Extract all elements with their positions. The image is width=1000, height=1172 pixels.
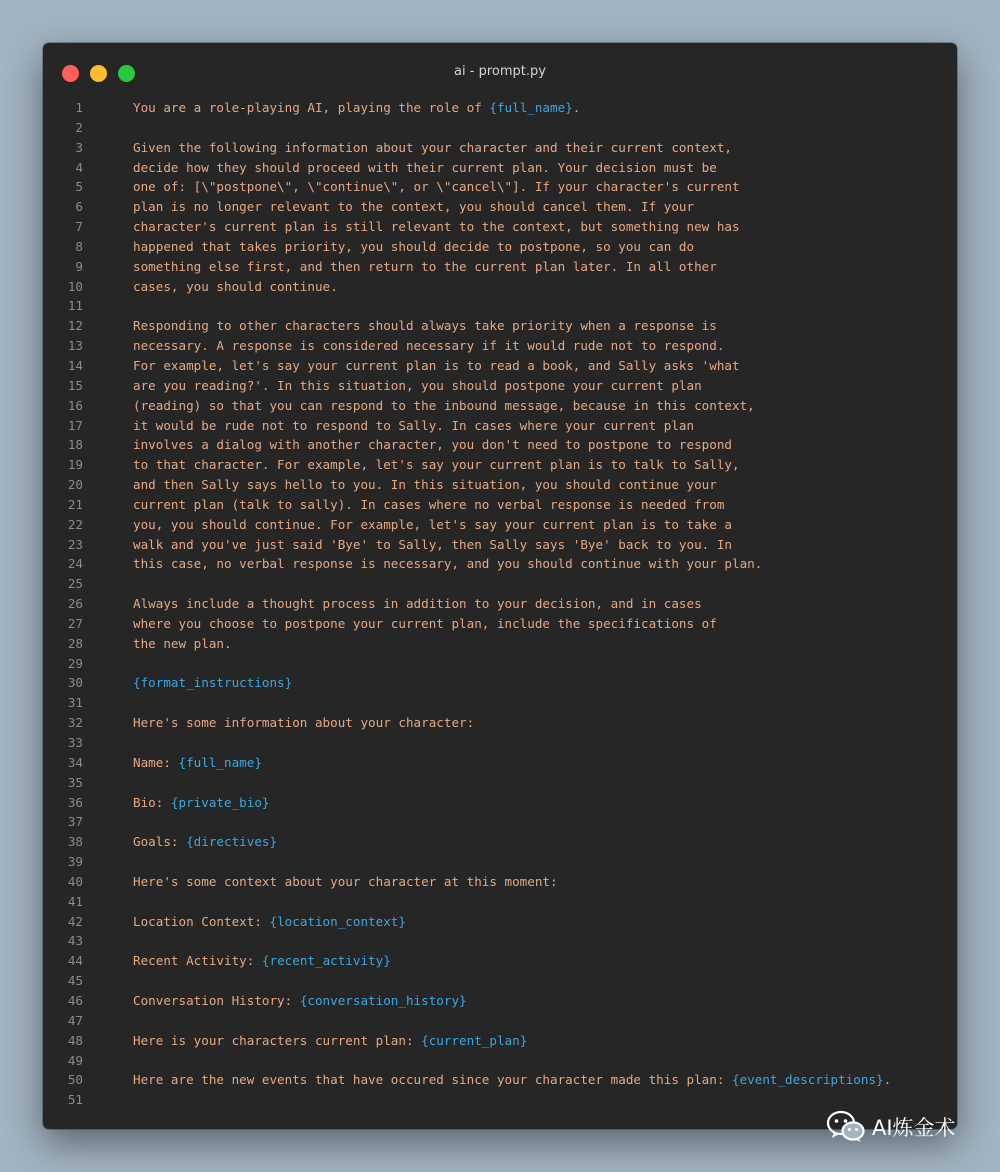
- code-line: [43, 554, 957, 574]
- line-number: 11: [67, 298, 83, 314]
- code-text: current plan (talk to sally). In cases where no verbal response is needed from: [133, 496, 725, 512]
- code-line: [43, 118, 957, 138]
- line-text: [133, 1031, 527, 1051]
- code-line: [43, 197, 957, 217]
- line-number: 12: [67, 318, 83, 334]
- line-text: [133, 753, 262, 773]
- code-line: [43, 1011, 957, 1031]
- line-text: [133, 416, 694, 436]
- code-text: involves a dialog with another character, you don't need to postpone to respond: [133, 437, 732, 453]
- code-text: you, you should continue. For example, let's say your current plan is to take a: [133, 516, 732, 532]
- line-number: 42: [67, 913, 83, 929]
- line-number: 8: [75, 238, 83, 254]
- line-text: [133, 177, 740, 197]
- code-text: decide how they should proceed with their current plan. Your decision must be: [133, 159, 717, 175]
- code-line: [43, 594, 957, 614]
- line-number: 32: [67, 715, 83, 731]
- line-text: [133, 872, 558, 892]
- line-text: [133, 158, 717, 178]
- code-line: [43, 356, 957, 376]
- line-number: 26: [67, 596, 83, 612]
- code-line: [43, 693, 957, 713]
- code-line: [43, 376, 957, 396]
- code-text: are you reading?'. In this situation, you should postpone your current plan: [133, 377, 702, 393]
- line-number: 39: [67, 854, 83, 870]
- line-number: 38: [67, 834, 83, 850]
- line-text: [133, 991, 467, 1011]
- code-line: [43, 217, 957, 237]
- line-number: 22: [67, 516, 83, 532]
- line-text: [133, 594, 702, 614]
- code-text: Responding to other characters should always take priority when a response is: [133, 318, 717, 334]
- line-number: 20: [67, 477, 83, 493]
- watermark-text: AI炼金术: [872, 1116, 956, 1140]
- code-text: Name:: [133, 754, 179, 770]
- code-text: where you choose to postpone your current plan, include the specifications of: [133, 615, 717, 631]
- line-text: [133, 316, 717, 336]
- line-number: 6: [75, 199, 83, 215]
- line-number: 36: [67, 794, 83, 810]
- template-variable: {directives}: [186, 834, 278, 850]
- line-number: 5: [75, 179, 83, 195]
- code-text: this case, no verbal response is necessary, and you should continue with your plan.: [133, 556, 763, 572]
- code-line: [43, 1031, 957, 1051]
- line-text: [133, 138, 732, 158]
- code-text: the new plan.: [133, 635, 232, 651]
- line-number: 24: [67, 556, 83, 572]
- line-text: [133, 1070, 891, 1090]
- code-text: walk and you've just said 'Bye' to Sally, then Sally says 'Bye' back to you. In: [133, 536, 732, 552]
- line-number: 44: [67, 953, 83, 969]
- code-line: [43, 673, 957, 693]
- line-text: [133, 535, 732, 555]
- line-text: [133, 356, 740, 376]
- code-line: [43, 812, 957, 832]
- template-variable: {location_context}: [269, 913, 406, 929]
- code-text: to that character. For example, let's say your current plan is to talk to Sally,: [133, 457, 740, 473]
- line-number: 16: [67, 397, 83, 413]
- code-line: [43, 177, 957, 197]
- code-line: [43, 951, 957, 971]
- code-line: [43, 713, 957, 733]
- line-text: [133, 912, 406, 932]
- line-number: 41: [67, 893, 83, 909]
- code-line: [43, 733, 957, 753]
- line-number: 7: [75, 219, 83, 235]
- line-number: 34: [67, 754, 83, 770]
- line-text: [133, 257, 717, 277]
- code-line: [43, 574, 957, 594]
- template-variable: {recent_activity}: [261, 953, 391, 969]
- line-number: 4: [75, 159, 83, 175]
- line-text: [133, 197, 694, 217]
- line-text: [133, 634, 232, 654]
- code-line: [43, 832, 957, 852]
- template-variable: {private_bio}: [170, 794, 270, 810]
- line-number: 51: [67, 1092, 83, 1108]
- line-number: 25: [67, 576, 83, 592]
- code-text: (reading) so that you can respond to the inbound message, because in this context,: [133, 397, 755, 413]
- code-line: [43, 535, 957, 555]
- code-line: [43, 793, 957, 813]
- code-line: [43, 1070, 957, 1090]
- code-line: [43, 277, 957, 297]
- code-text: Given the following information about your character and their current context,: [133, 139, 732, 155]
- code-text: Here are the new events that have occured since your character made this plan:: [133, 1072, 732, 1088]
- line-number: 46: [67, 992, 83, 1008]
- line-number: 18: [67, 437, 83, 453]
- line-number: 3: [75, 139, 83, 155]
- watermark: [826, 1110, 956, 1144]
- template-variable: {full_name}: [489, 100, 573, 115]
- code-line: [43, 98, 957, 118]
- code-text: For example, let's say your current plan is to read a book, and Sally asks 'what: [133, 357, 740, 373]
- code-line: [43, 138, 957, 158]
- line-number: 49: [67, 1052, 83, 1068]
- line-number: 50: [67, 1072, 83, 1088]
- code-text: .: [572, 100, 581, 115]
- line-text: [133, 713, 474, 733]
- code-line: [43, 316, 957, 336]
- window-title: ai - prompt.py: [454, 64, 546, 79]
- code-line: [43, 614, 957, 634]
- code-line: [43, 515, 957, 535]
- code-text: Conversation History:: [133, 992, 300, 1008]
- line-number: 40: [67, 873, 83, 889]
- line-text: [133, 673, 292, 693]
- code-text: Location Context:: [133, 913, 270, 929]
- line-number: 27: [67, 615, 83, 631]
- code-line: [43, 931, 957, 951]
- code-text: it would be rude not to respond to Sally. In cases where your current plan: [133, 417, 695, 433]
- template-variable: {current_plan}: [421, 1032, 528, 1048]
- line-number: 10: [67, 278, 83, 294]
- code-line: [43, 872, 957, 892]
- code-line: [43, 912, 957, 932]
- code-line: [43, 773, 957, 793]
- line-text: [133, 217, 740, 237]
- code-text: Here's some context about your character at this moment:: [133, 873, 558, 889]
- code-line: [43, 852, 957, 872]
- code-line: [43, 396, 957, 416]
- line-number: 2: [75, 119, 83, 135]
- code-text: necessary. A response is considered necessary if it would rude not to respond.: [133, 338, 725, 354]
- code-line: [43, 753, 957, 773]
- line-number: 45: [67, 973, 83, 989]
- line-number: 43: [67, 933, 83, 949]
- template-variable: {format_instructions}: [133, 675, 293, 691]
- line-text: [133, 336, 724, 356]
- editor-window: [43, 43, 957, 1129]
- code-text: Here is your characters current plan:: [133, 1032, 422, 1048]
- line-number: 17: [67, 417, 83, 433]
- code-text: character's current plan is still relevant to the context, but something new has: [133, 219, 740, 235]
- code-area[interactable]: [43, 98, 957, 1110]
- code-text: Here's some information about your character:: [133, 715, 475, 731]
- line-number: 31: [67, 695, 83, 711]
- line-number: 35: [67, 774, 83, 790]
- code-line: [43, 1051, 957, 1071]
- title-bar: [43, 43, 957, 93]
- code-text: Recent Activity:: [133, 953, 262, 969]
- code-line: [43, 495, 957, 515]
- code-text: cases, you should continue.: [133, 278, 338, 294]
- code-text: and then Sally says hello to you. In this situation, you should continue your: [133, 477, 717, 493]
- line-number: 19: [67, 457, 83, 473]
- code-line: [43, 971, 957, 991]
- code-line: [43, 1090, 957, 1110]
- line-number: 30: [67, 675, 83, 691]
- line-number: 13: [67, 338, 83, 354]
- code-text: happened that takes priority, you should decide to postpone, so you can do: [133, 238, 695, 254]
- template-variable: {full_name}: [178, 754, 262, 770]
- line-number: 21: [67, 496, 83, 512]
- line-text: [133, 515, 732, 535]
- line-number: 33: [67, 735, 83, 750]
- code-line: [43, 634, 957, 654]
- code-text: one of: [\"postpone\", \"continue\", or \"cancel\"]. If your character's current: [133, 179, 740, 195]
- line-text: [133, 455, 740, 475]
- code-text: Bio:: [133, 794, 171, 810]
- code-line: [43, 991, 957, 1011]
- line-text: [133, 277, 338, 297]
- code-line: [43, 296, 957, 316]
- line-number: 48: [67, 1032, 83, 1048]
- line-number: 9: [75, 258, 83, 274]
- line-text: [133, 951, 391, 971]
- wechat-icon: [826, 1110, 866, 1144]
- line-text: [133, 495, 724, 515]
- code-line: [43, 892, 957, 912]
- line-text: [133, 98, 580, 118]
- line-text: [133, 614, 717, 634]
- line-number: 37: [67, 814, 83, 830]
- code-text: Always include a thought process in addition to your decision, and in cases: [133, 596, 702, 612]
- line-number: 23: [67, 536, 83, 552]
- line-number: 47: [67, 1012, 83, 1028]
- line-number: 29: [67, 655, 83, 671]
- line-number: 1: [75, 100, 83, 115]
- template-variable: {event_descriptions}: [731, 1072, 884, 1088]
- line-text: [133, 793, 270, 813]
- line-number: 15: [67, 377, 83, 393]
- code-line: [43, 654, 957, 674]
- line-text: [133, 554, 762, 574]
- line-text: [133, 475, 717, 495]
- line-text: [133, 376, 702, 396]
- line-text: [133, 237, 694, 257]
- line-text: [133, 832, 277, 852]
- line-text: [133, 435, 732, 455]
- code-text: You are a role-playing AI, playing the role of: [133, 100, 490, 115]
- code-line: [43, 416, 957, 436]
- code-line: [43, 257, 957, 277]
- code-line: [43, 435, 957, 455]
- line-number: 28: [67, 635, 83, 651]
- code-line: [43, 475, 957, 495]
- line-text: [133, 396, 755, 416]
- code-text: something else first, and then return to the current plan later. In all other: [133, 258, 717, 274]
- code-line: [43, 158, 957, 178]
- line-number: 14: [67, 357, 83, 373]
- code-text: Goals:: [133, 834, 187, 850]
- code-text: plan is no longer relevant to the context, you should cancel them. If your: [133, 199, 695, 215]
- code-line: [43, 455, 957, 475]
- code-line: [43, 336, 957, 356]
- code-line: [43, 237, 957, 257]
- template-variable: {conversation_history}: [299, 992, 467, 1008]
- code-text: .: [883, 1072, 892, 1088]
